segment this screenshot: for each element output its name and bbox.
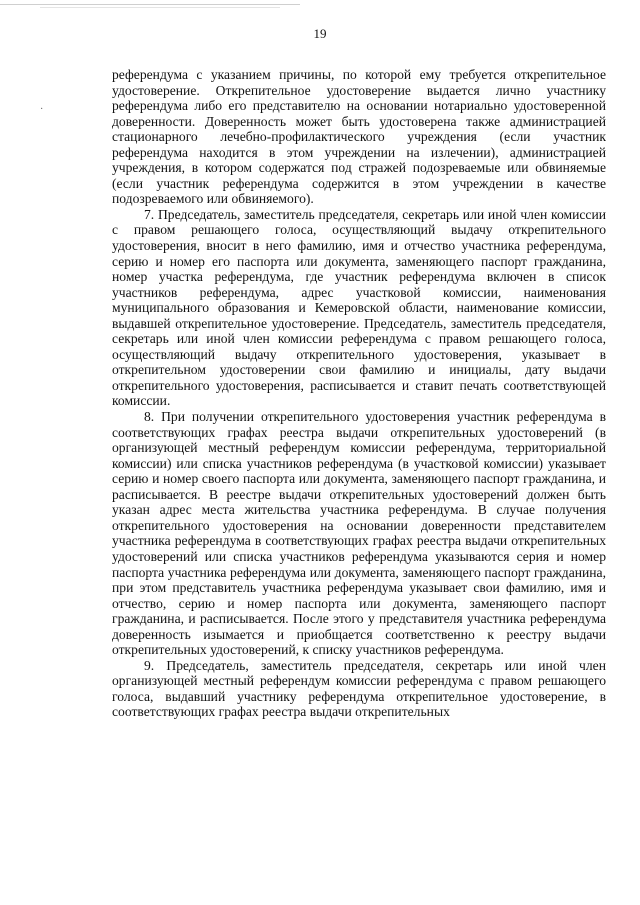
page-number: 19 [313,26,327,41]
scan-artifact-mark: · [40,104,44,115]
paragraph-item-9: 9. Председатель, заместитель председателя, секретарь или иной член организующей местный референдум комиссии референдума с правом решающего голоса, выдавший участнику референдума открепительное удостоверение, в соответствующих графах реестра выдачи открепительных [112,657,606,720]
document-body [112,67,606,720]
paragraph-continuation: референдума с указанием причины, по которой ему требуется открепительное удостоверение. Открепительное удостоверение выдается лично участнику референдума либо его представителю на основании нотариально удостоверенной доверенности. Доверенность может быть удостоверена также администрацией стационарного лечебно-профилактического учреждения (если участник референдума находится в этом учреждении на излечении), администрацией учреждения, в котором содержатся под стражей подозреваемые или обвиняемые (если участник референдума содержится в этом учреждении в качестве подозреваемого или обвиняемого). [112,67,606,207]
paragraph-item-7: 7. Председатель, заместитель председателя, секретарь или иной член комиссии с правом решающего голоса, осуществляющий выдачу открепительного удостоверения, вносит в него фамилию, имя и отчество участника референдума, серию и номер его паспорта или документа, заменяющего паспорт гражданина, номер участка референдума, где участник референдума включен в список участников референдума, адрес участковой комиссии, наименования муниципального образования и Кемеровской области, наименование комиссии, выдавшей открепительное удостоверение. Председатель, заместитель председателя, секретарь или иной член комиссии референдума с правом решающего голоса, осуществляющий выдачу открепительного удостоверения, указывает в открепительном удостоверении свои фамилию и инициалы, дату выдачи открепительного удостоверения, расписывается и ставит печать соответствующей комиссии. [112,206,606,409]
paragraph-item-8: 8. При получении открепительного удостоверения участник референдума в соответствующих графах реестра выдачи открепительных удостоверений (в организующей местный референдум комиссии референдума, территориальной комиссии) или списка участников референдума (в участковой комиссии) указывает серию и номер своего паспорта или документа, заменяющего паспорт гражданина, и расписывается. В реестре выдачи открепительных удостоверений должен быть указан адрес места жительства участника референдума. В случае получения открепительного удостоверения на основании доверенности представителем участника референдума в соответствующих графах реестра выдачи открепительных удостоверений или списка участников референдума указываются серия и номер паспорта участника референдума или документа, заменяющего паспорт гражданина, при этом представитель участника референдума указывает свои фамилию, имя и отчество, серию и номер паспорта или документа, заменяющего паспорт гражданина, и расписывается. После этого у представителя участника референдума доверенность изымается и приобщается соответственно к реестру выдачи открепительных удостоверений, к списку участников референдума. [112,409,606,658]
scan-artifact-line [0,4,300,5]
scan-artifact-line [40,7,280,8]
